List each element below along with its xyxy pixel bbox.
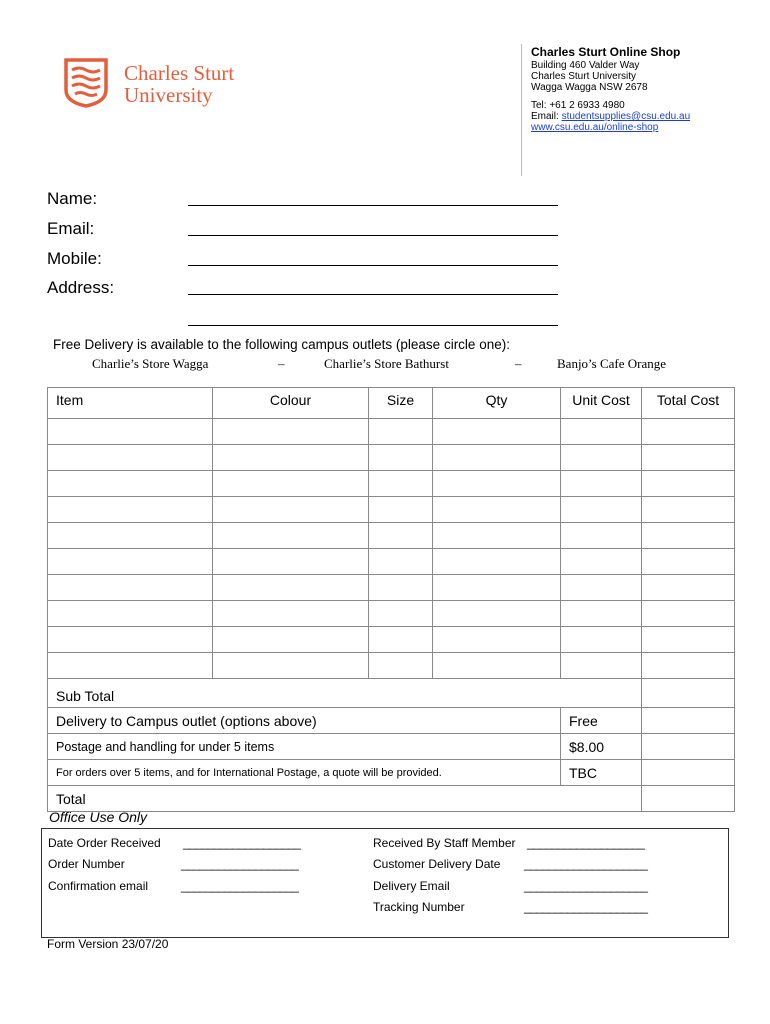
total-label: Total — [48, 786, 642, 812]
header-divider — [521, 44, 522, 176]
delivery-note: Free Delivery is available to the following campus outlets (please circle one): — [53, 337, 510, 352]
table-header-row — [48, 388, 735, 419]
email-label: Email: — [47, 219, 95, 238]
mobile-field[interactable] — [188, 265, 558, 266]
name-field[interactable] — [188, 205, 558, 206]
order-number-label: Order Number — [48, 857, 125, 871]
shop-website-link[interactable]: www.csu.edu.au/online-shop — [531, 122, 659, 133]
subtotal-label: Sub Total — [48, 679, 642, 708]
outlet-separator-1: – — [278, 356, 285, 371]
outlet-bathurst[interactable]: Charlie’s Store Bathurst — [324, 356, 449, 371]
confirmation-field[interactable]: ___________________ — [181, 879, 299, 893]
office-use-title: Office Use Only — [49, 809, 148, 825]
quote-cost: TBC — [561, 760, 642, 786]
table-row[interactable] — [48, 471, 735, 497]
date-received-field[interactable]: ___________________ — [183, 836, 301, 850]
outlet-separator-2: – — [515, 356, 522, 371]
table-row[interactable] — [48, 653, 735, 679]
table-row[interactable] — [48, 523, 735, 549]
total-value[interactable] — [642, 786, 735, 812]
table-row[interactable] — [48, 497, 735, 523]
table-row[interactable] — [48, 601, 735, 627]
postage-cost: $8.00 — [561, 734, 642, 760]
brand-line-1: Charles Sturt — [124, 61, 235, 85]
quote-label: For orders over 5 items, and for International Postage, a quote will be provided. — [48, 760, 561, 786]
table-row[interactable] — [48, 419, 735, 445]
header-colour: Colour — [213, 388, 369, 419]
csu-logo — [62, 56, 252, 112]
email-field[interactable] — [188, 235, 558, 236]
table-row[interactable] — [48, 445, 735, 471]
header-total-cost: Total Cost — [642, 388, 735, 419]
header-item: Item — [48, 388, 213, 419]
outlet-wagga[interactable]: Charlie’s Store Wagga — [92, 356, 209, 371]
shop-address-3: Wagga Wagga NSW 2678 — [531, 82, 648, 93]
brand-line-2: University — [124, 83, 213, 107]
shop-address-2: Charles Sturt University — [531, 71, 637, 82]
quote-total[interactable] — [642, 760, 735, 786]
shop-email-row — [531, 111, 690, 122]
shop-email-label: Email: — [531, 111, 562, 122]
subtotal-row — [48, 679, 735, 708]
address-label: Address: — [47, 278, 115, 297]
address-field-line-1[interactable] — [188, 294, 558, 295]
subtotal-value[interactable] — [642, 679, 735, 708]
order-number-field[interactable]: ___________________ — [181, 857, 299, 871]
date-received-label: Date Order Received — [48, 836, 161, 850]
mobile-label: Mobile: — [47, 249, 102, 268]
delivery-total[interactable] — [642, 708, 735, 734]
table-row[interactable] — [48, 575, 735, 601]
delivery-cost: Free — [561, 708, 642, 734]
received-by-field[interactable]: ___________________ — [527, 836, 645, 850]
name-label: Name: — [47, 189, 98, 208]
form-version: Form Version 23/07/20 — [47, 937, 169, 951]
shop-address-1: Building 460 Valder Way — [531, 60, 640, 71]
order-table — [47, 387, 735, 812]
tracking-number-field[interactable]: ____________________ — [524, 900, 648, 914]
outlet-orange[interactable]: Banjo’s Cafe Orange — [557, 356, 667, 371]
header-size: Size — [369, 388, 433, 419]
postage-row — [48, 734, 735, 760]
shop-contact-block — [531, 44, 690, 133]
received-by-label: Received By Staff Member — [373, 836, 516, 850]
customer-delivery-date-label: Customer Delivery Date — [373, 857, 501, 871]
table-row[interactable] — [48, 627, 735, 653]
address-field-line-2[interactable] — [188, 325, 558, 326]
table-row[interactable] — [48, 549, 735, 575]
tracking-number-label: Tracking Number — [373, 900, 465, 914]
shop-tel: Tel: +61 2 6933 4980 — [531, 100, 625, 111]
header-qty: Qty — [433, 388, 561, 419]
delivery-label: Delivery to Campus outlet (options above) — [48, 708, 561, 734]
total-row — [48, 786, 735, 812]
delivery-email-label: Delivery Email — [373, 879, 450, 893]
delivery-row — [48, 708, 735, 734]
delivery-email-field[interactable]: ____________________ — [524, 879, 648, 893]
customer-delivery-date-field[interactable]: ____________________ — [524, 857, 648, 871]
csu-crest-icon — [62, 56, 110, 108]
postage-label: Postage and handling for under 5 items — [48, 734, 561, 760]
shop-title: Charles Sturt Online Shop — [531, 45, 681, 59]
shop-email-link[interactable]: studentsupplies@csu.edu.au — [561, 111, 691, 122]
quote-row — [48, 760, 735, 786]
postage-total[interactable] — [642, 734, 735, 760]
header-unit-cost: Unit Cost — [561, 388, 642, 419]
csu-wordmark — [124, 62, 234, 106]
confirmation-label: Confirmation email — [48, 879, 149, 893]
